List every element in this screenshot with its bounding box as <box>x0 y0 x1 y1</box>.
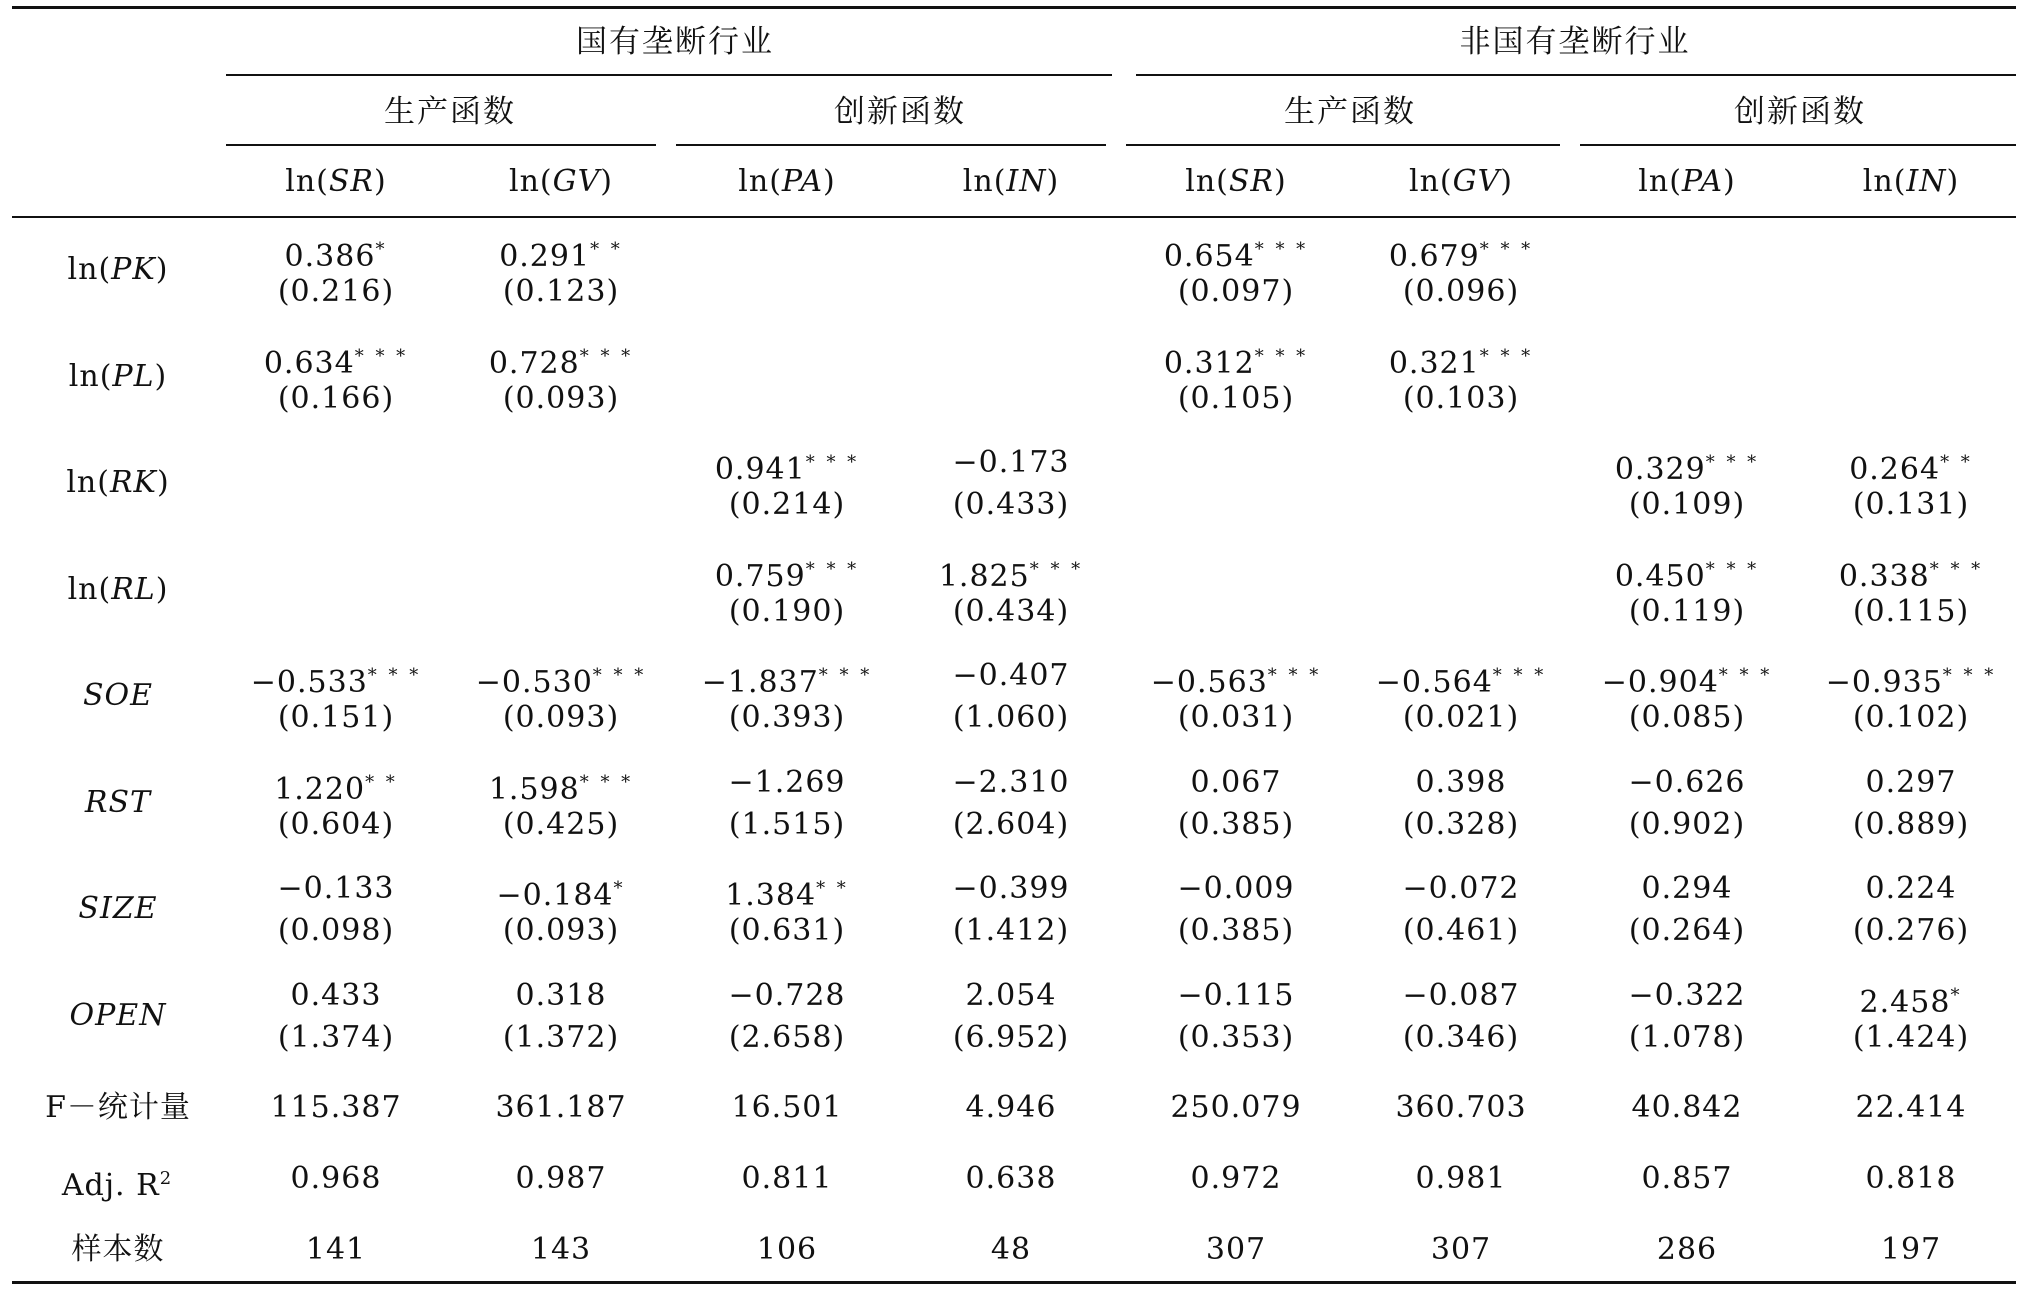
coefficient <box>1849 445 1973 488</box>
significance-stars: * * * <box>1705 558 1760 580</box>
stat-value: 250.079 <box>1170 1090 1302 1125</box>
coefficient-value: −0.564 <box>1375 665 1493 700</box>
coefficient <box>1402 978 1519 1014</box>
subgroup-rule-3 <box>1126 144 1560 146</box>
standard-error: (0.889) <box>1852 806 1970 842</box>
group-rule-nonsoe <box>1136 74 2016 76</box>
column-header: ln(GV) <box>1409 164 1513 199</box>
standard-error: (0.328) <box>1402 806 1520 842</box>
coefficient <box>1389 339 1533 382</box>
coefficient <box>1416 765 1507 801</box>
standard-error: (0.902) <box>1628 806 1746 842</box>
stat-label: Adj. $R^2$ <box>61 1168 175 1203</box>
stat-value: 143 <box>530 1232 592 1267</box>
coefficient <box>291 978 382 1014</box>
column-header: ln(SR) <box>285 164 387 199</box>
standard-error: (0.131) <box>1852 487 1970 522</box>
coefficient-value: −1.837 <box>701 665 819 700</box>
coefficient <box>728 978 845 1014</box>
stat-value: 360.703 <box>1395 1090 1527 1125</box>
column-header: ln(GV) <box>509 164 613 199</box>
coefficient-value: 1.384 <box>725 878 817 913</box>
coefficient-value: 0.398 <box>1415 764 1507 800</box>
stat-value: 307 <box>1205 1232 1267 1267</box>
coefficient <box>489 765 633 808</box>
standard-error: (0.151) <box>277 700 395 735</box>
coefficient-value: −0.184 <box>496 878 614 913</box>
coefficient <box>966 978 1057 1014</box>
subgroup-rule-1 <box>226 144 656 146</box>
row-label: SIZE <box>78 891 158 926</box>
significance-stars: * <box>375 239 388 260</box>
standard-error: (0.097) <box>1177 274 1295 309</box>
bottom-rule <box>12 1281 2016 1284</box>
coefficient <box>1615 552 1759 595</box>
coefficient-value: −0.322 <box>1628 977 1746 1013</box>
standard-error: (1.078) <box>1628 1019 1746 1055</box>
coefficient-value: −0.533 <box>250 665 368 700</box>
significance-stars: * * * <box>1492 665 1547 686</box>
column-header: ln(PA) <box>738 164 836 199</box>
significance-stars: * * * <box>1479 239 1534 260</box>
coefficient-value: −0.087 <box>1402 977 1520 1013</box>
coefficient-value: 0.338 <box>1838 558 1930 594</box>
coefficient <box>1402 871 1519 907</box>
stat-value: 0.981 <box>1415 1161 1507 1196</box>
stat-value: 141 <box>305 1232 367 1267</box>
standard-error: (0.433) <box>952 487 1070 522</box>
coefficient <box>952 871 1069 907</box>
coefficient-value: 0.759 <box>714 558 806 594</box>
coefficient <box>1164 339 1308 382</box>
significance-stars: * * * <box>1929 558 1984 580</box>
standard-error: (0.353) <box>1177 1019 1295 1055</box>
stat-value: 40.842 <box>1631 1090 1743 1125</box>
coefficient-value: 0.679 <box>1388 239 1480 274</box>
stat-label: 样本数 <box>71 1232 165 1267</box>
coefficient-value: 0.321 <box>1388 345 1480 381</box>
coefficient-value: 0.634 <box>263 345 355 381</box>
standard-error: (0.098) <box>277 913 395 948</box>
coefficient-value: −0.904 <box>1601 665 1719 700</box>
standard-error: (0.393) <box>728 700 846 735</box>
stat-value: 307 <box>1430 1232 1492 1267</box>
coefficient <box>1628 978 1745 1014</box>
coefficient <box>1376 658 1546 701</box>
stat-value: 0.987 <box>515 1161 607 1196</box>
stat-value: 115.387 <box>270 1090 402 1125</box>
coefficient-value: −0.728 <box>728 977 846 1013</box>
significance-stars: * * <box>365 771 398 793</box>
significance-stars: * * <box>816 878 849 899</box>
coefficient <box>277 871 394 907</box>
significance-stars: * * * <box>367 665 422 686</box>
stat-value: 16.501 <box>731 1090 843 1125</box>
column-header: ln(IN) <box>962 164 1060 199</box>
standard-error: (0.109) <box>1628 487 1746 522</box>
coefficient-value: 0.450 <box>1614 558 1706 594</box>
coefficient-value: 0.386 <box>284 239 376 274</box>
significance-stars: * * * <box>354 345 409 367</box>
coefficient-value: −0.935 <box>1825 665 1943 700</box>
coefficient-value: 0.941 <box>714 452 806 487</box>
column-header: ln(IN) <box>1862 164 1960 199</box>
standard-error: (1.372) <box>502 1019 620 1055</box>
coefficient <box>725 871 849 914</box>
stat-value: 361.187 <box>495 1090 627 1125</box>
stat-value: 0.972 <box>1190 1161 1282 1196</box>
stat-value: 286 <box>1656 1232 1718 1267</box>
standard-error: (0.103) <box>1402 380 1520 416</box>
standard-error: (0.385) <box>1177 913 1295 948</box>
row-label: ln(RL) <box>67 571 169 607</box>
significance-stars: * <box>1950 984 1963 1006</box>
coefficient <box>1389 232 1533 275</box>
stat-value: 0.857 <box>1641 1161 1733 1196</box>
coefficient-value: 0.224 <box>1865 871 1957 906</box>
standard-error: (1.374) <box>277 1019 395 1055</box>
standard-error: (0.166) <box>277 380 395 416</box>
standard-error: (2.658) <box>728 1019 846 1055</box>
column-header: ln(PA) <box>1638 164 1736 199</box>
standard-error: (0.096) <box>1402 274 1520 309</box>
significance-stars: * * * <box>1942 665 1997 686</box>
stat-value: 22.414 <box>1855 1090 1967 1125</box>
row-label: SOE <box>82 678 154 713</box>
standard-error: (0.105) <box>1177 380 1295 416</box>
coefficient-value: 2.054 <box>965 977 1057 1013</box>
coefficient-value: −0.072 <box>1402 871 1520 906</box>
coefficient <box>496 871 625 914</box>
coefficient-value: 0.312 <box>1163 345 1255 381</box>
coefficient-value: 1.825 <box>938 558 1030 594</box>
coefficient <box>1177 871 1294 907</box>
standard-error: (1.060) <box>952 700 1070 735</box>
coefficient <box>1151 658 1321 701</box>
standard-error: (1.424) <box>1852 1019 1970 1055</box>
significance-stars: * <box>613 878 626 899</box>
standard-error: (0.264) <box>1628 913 1746 948</box>
subgroup-header: 生产函数 <box>384 94 516 130</box>
coefficient-value: −0.530 <box>475 665 593 700</box>
coefficient <box>264 339 408 382</box>
coefficient-value: −0.626 <box>1628 764 1746 800</box>
coefficient <box>1866 765 1957 801</box>
standard-error: (0.216) <box>277 274 395 309</box>
standard-error: (0.385) <box>1177 806 1295 842</box>
stat-value: 4.946 <box>965 1090 1057 1125</box>
row-label: OPEN <box>69 997 167 1033</box>
coefficient <box>952 658 1069 694</box>
standard-error: (0.631) <box>728 913 846 948</box>
coefficient-value: −0.133 <box>277 871 395 906</box>
significance-stars: * * * <box>1254 239 1309 260</box>
coefficient-value: 0.264 <box>1849 452 1941 487</box>
stat-value: 0.638 <box>965 1161 1057 1196</box>
standard-error: (0.021) <box>1402 700 1520 735</box>
group-header-nonsoe: 非国有垄断行业 <box>1459 24 1691 60</box>
standard-error: (1.515) <box>728 806 846 842</box>
row-label: ln(PL) <box>68 358 168 394</box>
coefficient-value: −2.310 <box>952 764 1070 800</box>
coefficient-value: −0.563 <box>1150 665 1268 700</box>
stat-value: 106 <box>756 1232 818 1267</box>
coefficient-value: −0.173 <box>952 445 1070 480</box>
significance-stars: * * * <box>1029 558 1084 580</box>
coefficient <box>1177 978 1294 1014</box>
stat-label: F－统计量 <box>45 1090 191 1125</box>
standard-error: (1.412) <box>952 913 1070 948</box>
standard-error: (0.604) <box>277 806 395 842</box>
coefficient <box>1628 765 1745 801</box>
standard-error: (0.346) <box>1402 1019 1520 1055</box>
coefficient-value: −0.399 <box>952 871 1070 906</box>
standard-error: (0.119) <box>1628 593 1746 629</box>
top-rule <box>12 6 2016 9</box>
coefficient-value: −1.269 <box>728 764 846 800</box>
coefficient <box>715 445 859 488</box>
stat-value: 0.811 <box>741 1161 833 1196</box>
coefficient <box>1615 445 1759 488</box>
standard-error: (0.093) <box>502 380 620 416</box>
coefficient <box>702 658 872 701</box>
coefficient <box>1839 552 1983 595</box>
coefficient-value: 2.458 <box>1859 984 1951 1020</box>
standard-error: (0.093) <box>502 700 620 735</box>
stat-value: 0.818 <box>1865 1161 1957 1196</box>
coefficient-value: 1.598 <box>488 771 580 807</box>
standard-error: (0.276) <box>1852 913 1970 948</box>
significance-stars: * * * <box>1267 665 1322 686</box>
standard-error: (0.434) <box>952 593 1070 629</box>
standard-error: (0.031) <box>1177 700 1295 735</box>
significance-stars: * * * <box>818 665 873 686</box>
row-label: ln(RK) <box>66 465 170 500</box>
header-bottom-rule <box>12 216 2016 218</box>
standard-error: (0.190) <box>728 593 846 629</box>
coefficient <box>285 232 388 275</box>
group-rule-soe <box>226 74 1112 76</box>
significance-stars: * * <box>590 239 623 260</box>
coefficient-value: 0.654 <box>1163 239 1255 274</box>
significance-stars: * * * <box>1479 345 1534 367</box>
coefficient-value: 0.728 <box>488 345 580 381</box>
significance-stars: * * * <box>579 345 634 367</box>
coefficient <box>489 339 633 382</box>
coefficient <box>251 658 421 701</box>
standard-error: (0.425) <box>502 806 620 842</box>
coefficient <box>939 552 1083 595</box>
row-label: ln(PK) <box>67 252 169 287</box>
coefficient <box>1602 658 1772 701</box>
subgroup-header: 创新函数 <box>834 94 966 130</box>
coefficient <box>952 445 1069 481</box>
coefficient-value: 0.318 <box>515 977 607 1013</box>
standard-error: (2.604) <box>952 806 1070 842</box>
coefficient-value: −0.009 <box>1177 871 1295 906</box>
coefficient <box>1164 232 1308 275</box>
standard-error: (0.093) <box>502 913 620 948</box>
coefficient <box>1826 658 1996 701</box>
coefficient <box>476 658 646 701</box>
coefficient <box>274 765 398 808</box>
stat-value: 0.968 <box>290 1161 382 1196</box>
coefficient-value: −0.115 <box>1177 977 1295 1013</box>
stat-value: 48 <box>990 1232 1032 1267</box>
significance-stars: * * * <box>805 452 860 473</box>
significance-stars: * * * <box>1254 345 1309 367</box>
coefficient <box>1191 765 1282 801</box>
significance-stars: * * * <box>579 771 634 793</box>
coefficient-value: 0.067 <box>1190 764 1282 800</box>
significance-stars: * * * <box>805 558 860 580</box>
significance-stars: * * * <box>1718 665 1773 686</box>
coefficient-value: 0.329 <box>1614 452 1706 487</box>
standard-error: (6.952) <box>952 1019 1070 1055</box>
coefficient <box>516 978 607 1014</box>
subgroup-header: 生产函数 <box>1284 94 1416 130</box>
standard-error: (0.085) <box>1628 700 1746 735</box>
subgroup-header: 创新函数 <box>1734 94 1866 130</box>
significance-stars: * * * <box>1705 452 1760 473</box>
coefficient-value: 0.294 <box>1641 871 1733 906</box>
stat-value: 197 <box>1880 1232 1942 1267</box>
standard-error: (0.123) <box>502 274 620 309</box>
coefficient-value: −0.407 <box>952 658 1070 693</box>
column-header: ln(SR) <box>1185 164 1287 199</box>
subgroup-rule-4 <box>1580 144 2016 146</box>
standard-error: (0.214) <box>728 487 846 522</box>
row-label: RST <box>84 784 152 820</box>
coefficient <box>1860 978 1963 1021</box>
coefficient <box>728 765 845 801</box>
coefficient <box>499 232 623 275</box>
coefficient-value: 1.220 <box>274 771 366 807</box>
standard-error: (0.115) <box>1852 593 1970 629</box>
standard-error: (0.461) <box>1402 913 1520 948</box>
coefficient <box>1866 871 1957 907</box>
coefficient <box>715 552 859 595</box>
coefficient <box>952 765 1069 801</box>
group-header-soe: 国有垄断行业 <box>576 24 774 60</box>
significance-stars: * * * <box>592 665 647 686</box>
coefficient-value: 0.291 <box>499 239 591 274</box>
standard-error: (0.102) <box>1852 700 1970 735</box>
coefficient-value: 0.433 <box>290 977 382 1013</box>
subgroup-rule-2 <box>676 144 1106 146</box>
coefficient-value: 0.297 <box>1865 764 1957 800</box>
coefficient <box>1642 871 1733 907</box>
significance-stars: * * <box>1940 452 1973 473</box>
